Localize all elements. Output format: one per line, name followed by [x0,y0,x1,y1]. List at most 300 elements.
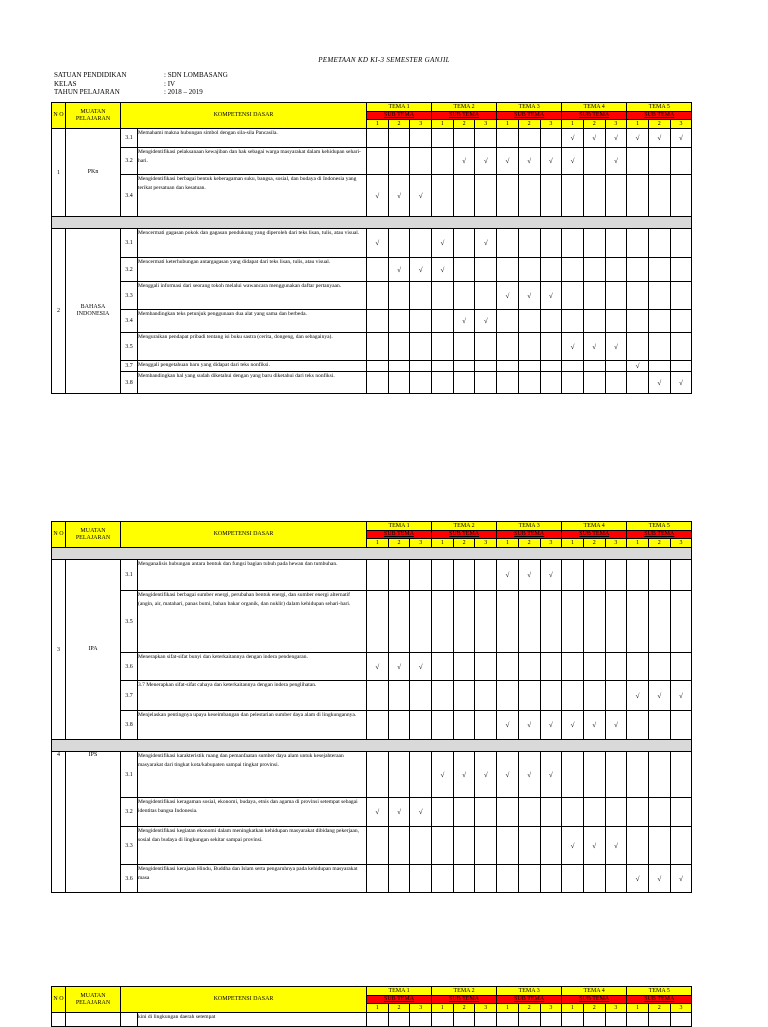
empty-cell [540,333,562,361]
empty-cell [388,372,410,394]
empty-cell [475,798,497,827]
empty-cell [583,361,605,372]
subtema-number: 1 [432,539,454,548]
empty-cell [540,827,562,865]
kd-mapping-table-3 [51,986,692,1027]
subtema-number: 1 [562,120,584,129]
empty-cell [562,681,584,711]
col-header-no: N O [52,103,66,129]
empty-cell [648,798,670,827]
meta-value: : 2018 – 2019 [164,88,203,97]
empty-cell [605,175,627,217]
empty-cell [583,798,605,827]
subtema-number: 1 [562,539,584,548]
kd-row [52,653,692,681]
empty-cell [627,653,649,681]
check-mark: √ [540,148,562,175]
check-mark: √ [627,129,649,148]
empty-cell [453,229,475,258]
kd-row [52,865,692,893]
subtema-number: 2 [518,539,540,548]
empty-cell [475,681,497,711]
kd-description: Mengidentifikasi kegiatan ekonomi dalam meningkatkan kehidupan masyarakat dibidang pekerjaan, sosial dan budaya di lingkungan sekitar sampai provinsi. [138,827,367,865]
check-mark: √ [562,148,584,175]
empty-cell [627,229,649,258]
empty-cell [648,711,670,740]
empty-cell [540,653,562,681]
check-mark: √ [388,175,410,217]
kd-code: 3.5 [121,591,138,653]
kd-row [52,681,692,711]
empty-cell [432,560,454,591]
check-mark: √ [583,129,605,148]
empty-cell [540,258,562,282]
empty-cell [475,711,497,740]
subtema-header: SUB TEMA [367,996,432,1004]
kd-code: 3.6 [121,865,138,893]
check-mark: √ [627,361,649,372]
meta-value: : IV [164,79,176,88]
empty-cell [367,129,389,148]
kd-row [52,827,692,865]
empty-cell [605,752,627,798]
empty-cell [367,282,389,310]
check-mark: √ [518,282,540,310]
kd-row [52,372,692,394]
empty-cell [583,1013,605,1027]
subtema-number: 3 [475,539,497,548]
empty-cell [670,560,692,591]
kd-description: Mencermati gagasan pokok dan gagasan pendukung yang diperoleh dari teks lisan, tulis, atau visual. [138,229,367,258]
col-header-kd: KOMPETENSI DASAR [121,103,367,129]
subtema-header: SUB TEMA [497,112,562,120]
empty-cell [583,282,605,310]
tema-header: TEMA 2 [432,103,497,112]
empty-cell [562,175,584,217]
kd-description: Mengidentifikasi berbagai sumber energi, perubahan bentuk energi, dan sumber energi alternatif (angin, air, matahari, panas bumi, bahan bakar organik, dan nuklir) dalam kehidupan sehari-hari. [138,591,367,653]
empty-cell [605,560,627,591]
meta-row-kelas [54,80,228,89]
empty-cell [410,560,432,591]
subtema-number: 3 [410,539,432,548]
empty-cell [583,560,605,591]
check-mark: √ [670,129,692,148]
empty-cell [518,361,540,372]
empty-cell [648,361,670,372]
empty-cell [605,282,627,310]
check-mark: √ [605,333,627,361]
kd-row [52,148,692,175]
kd-row [52,175,692,217]
check-mark: √ [410,798,432,827]
subtema-number: 2 [648,1004,670,1013]
kd-row [52,282,692,310]
subject-name: IPS [66,752,121,893]
empty-cell [475,865,497,893]
check-mark: √ [367,798,389,827]
check-mark: √ [497,752,519,798]
subtema-number: 2 [583,539,605,548]
subtema-number: 2 [583,1004,605,1013]
kd-row [52,129,692,148]
empty-cell [518,591,540,653]
empty-cell [627,827,649,865]
subtema-number: 3 [670,1004,692,1013]
empty-cell [367,258,389,282]
check-mark: √ [410,258,432,282]
empty-cell [518,1013,540,1027]
empty-cell [432,129,454,148]
subtema-header: SUB TEMA [627,531,692,539]
empty-cell [605,310,627,333]
check-mark: √ [518,711,540,740]
kd-code: 3.5 [121,333,138,361]
empty-cell [497,681,519,711]
empty-cell [388,1013,410,1027]
empty-cell [562,229,584,258]
empty-cell [497,229,519,258]
empty-cell [388,827,410,865]
empty-cell [367,148,389,175]
empty-cell [475,1013,497,1027]
kd-description: Menerapkan sifat-sifat bunyi dan keterkaitannya dengan indera pendengaran. [138,653,367,681]
empty-cell [670,333,692,361]
meta-value: : SDN LOMBASANG [164,71,228,79]
meta-label: SATUAN PENDIDIKAN [54,71,127,79]
kd-code: 3.1 [121,752,138,798]
empty-cell [432,372,454,394]
empty-cell [497,591,519,653]
empty-cell [583,681,605,711]
empty-cell [518,372,540,394]
check-mark: √ [410,175,432,217]
kd-description: Mengidentifikasi kerajaan Hindu, Buddha dan Islam serta pengaruhnya pada kehidupan masyarakat masa [138,865,367,893]
empty-cell [432,591,454,653]
empty-cell [518,310,540,333]
check-mark: √ [605,711,627,740]
empty-cell [475,258,497,282]
empty-cell [410,711,432,740]
empty-cell [583,148,605,175]
empty-cell [670,591,692,653]
subtema-header: SUB TEMA [562,112,627,120]
check-mark: √ [583,711,605,740]
check-mark: √ [670,372,692,394]
empty-cell [367,827,389,865]
col-header-kd: KOMPETENSI DASAR [121,987,367,1013]
empty-cell [388,129,410,148]
check-mark: √ [475,148,497,175]
empty-cell [670,653,692,681]
check-mark: √ [605,129,627,148]
empty-cell [605,653,627,681]
empty-cell [670,282,692,310]
check-mark: √ [367,653,389,681]
empty-cell [518,333,540,361]
kd-code: 3.2 [121,148,138,175]
empty-cell [367,711,389,740]
kd-description: Menggali informasi dari seorang tokoh melalui wawancara menggunakan daftar pertanyaan. [138,282,367,310]
subtema-number: 2 [518,1004,540,1013]
subtema-header: SUB TEMA [497,531,562,539]
kd-description: Menguraikan pendapat pribadi tentang isi buku sastra (cerita, dongeng, dan sebagainya). [138,333,367,361]
empty-cell [670,258,692,282]
check-mark: √ [518,752,540,798]
subtema-header: SUB TEMA [627,112,692,120]
subtema-number: 2 [518,120,540,129]
subtema-number: 2 [648,120,670,129]
empty-cell [497,798,519,827]
empty-cell [540,310,562,333]
empty-cell [453,681,475,711]
kd-code: 3.6 [121,653,138,681]
empty-cell [388,282,410,310]
meta-label: TAHUN PELAJARAN [54,88,120,97]
kd-code: 3.3 [121,827,138,865]
empty-cell [410,129,432,148]
empty-cell [475,653,497,681]
empty-cell [410,865,432,893]
empty-cell [648,258,670,282]
check-mark: √ [540,752,562,798]
check-mark: √ [367,229,389,258]
meta-row-tahun [54,88,228,97]
empty-cell [583,752,605,798]
kd-description: Mencermati keterhubungan antargagasan yang didapat dari teks lisan, tulis, atau visual. [138,258,367,282]
empty-cell [540,865,562,893]
empty-cell [410,282,432,310]
check-mark: √ [627,865,649,893]
empty-cell [367,560,389,591]
kd-row [52,711,692,740]
meta-label: KELAS [54,79,77,88]
empty-cell [497,175,519,217]
col-header-muatan: MUATAN PELAJARAN [66,987,121,1013]
kd-code [121,1013,138,1027]
check-mark: √ [648,865,670,893]
empty-cell [627,372,649,394]
empty-cell [627,258,649,282]
tema-header: TEMA 4 [562,522,627,531]
empty-cell [475,282,497,310]
empty-cell [518,865,540,893]
empty-cell [518,175,540,217]
empty-cell [388,711,410,740]
subtema-number: 1 [497,120,519,129]
empty-cell [518,681,540,711]
empty-cell [432,333,454,361]
empty-cell [605,258,627,282]
subtema-number: 3 [605,1004,627,1013]
empty-cell [670,798,692,827]
empty-cell [670,827,692,865]
empty-cell [475,129,497,148]
kd-description: Menganalisis hubungan antara bentuk dan fungsi bagian tubuh pada hewan dan tumbuhan. [138,560,367,591]
empty-cell [453,1013,475,1027]
subject-name: IPA [66,560,121,740]
empty-cell [410,681,432,711]
empty-cell [367,310,389,333]
empty-cell [583,310,605,333]
empty-cell [648,591,670,653]
empty-cell [670,711,692,740]
empty-cell [453,827,475,865]
subtema-number: 2 [453,120,475,129]
check-mark: √ [475,752,497,798]
row-number: 1 [52,129,66,217]
empty-cell [605,372,627,394]
tema-header: TEMA 1 [367,987,432,996]
subtema-number: 1 [627,120,649,129]
tema-header: TEMA 2 [432,522,497,531]
empty-cell [562,752,584,798]
empty-cell [367,865,389,893]
kd-description: Memahami makna hubungan simbol dengan sila-sila Pancasila. [138,129,367,148]
empty-cell [475,827,497,865]
empty-cell [432,175,454,217]
empty-cell [453,560,475,591]
subtema-header: SUB TEMA [562,531,627,539]
kd-description: Mengidentifikasi berbagai bentuk keberagaman suku, bangsa, sosial, dan budaya di Indonesia yang terikat persatuan dan kesatuan. [138,175,367,217]
subtema-number: 2 [388,539,410,548]
empty-cell [583,591,605,653]
empty-cell [388,148,410,175]
check-mark: √ [453,752,475,798]
empty-cell [497,361,519,372]
tema-header: TEMA 5 [627,987,692,996]
empty-cell [367,752,389,798]
kd-row [52,310,692,333]
empty-cell [432,711,454,740]
empty-cell [670,310,692,333]
kd-code: 3.7 [121,681,138,711]
row-number [52,1013,66,1027]
empty-cell [627,310,649,333]
kd-code: 3.4 [121,310,138,333]
kd-code: 3.1 [121,560,138,591]
empty-cell [540,361,562,372]
meta-row-satuan [54,71,228,80]
tema-header: TEMA 2 [432,987,497,996]
subtema-number: 3 [540,1004,562,1013]
empty-cell [648,560,670,591]
empty-cell [562,798,584,827]
kd-row [52,591,692,653]
empty-cell [453,372,475,394]
kd-row [52,229,692,258]
subtema-number: 3 [475,120,497,129]
section-separator [52,740,692,752]
kd-row [52,258,692,282]
subtema-header: SUB TEMA [432,531,497,539]
col-header-no: N O [52,522,66,548]
empty-cell [540,1013,562,1027]
kd-row [52,560,692,591]
empty-cell [583,258,605,282]
check-mark: √ [432,752,454,798]
empty-cell [453,711,475,740]
subtema-header: SUB TEMA [432,996,497,1004]
empty-cell [648,653,670,681]
empty-cell [432,282,454,310]
empty-cell [453,333,475,361]
subtema-number: 1 [367,120,389,129]
empty-cell [367,333,389,361]
empty-cell [627,175,649,217]
empty-cell [605,681,627,711]
empty-cell [388,865,410,893]
empty-cell [453,865,475,893]
subtema-number: 3 [605,120,627,129]
empty-cell [410,361,432,372]
subject-name: PKn [66,129,121,217]
empty-cell [388,560,410,591]
subtema-header: SUB TEMA [367,112,432,120]
kd-row [52,333,692,361]
empty-cell [562,560,584,591]
empty-cell [475,333,497,361]
subtema-number: 1 [367,539,389,548]
check-mark: √ [410,653,432,681]
empty-cell [410,827,432,865]
empty-cell [518,229,540,258]
empty-cell [453,129,475,148]
empty-cell [627,591,649,653]
col-header-muatan: MUATAN PELAJARAN [66,103,121,129]
subtema-number: 3 [670,120,692,129]
empty-cell [367,681,389,711]
empty-cell [497,827,519,865]
check-mark: √ [518,560,540,591]
check-mark: √ [432,258,454,282]
tema-header: TEMA 1 [367,522,432,531]
empty-cell [627,752,649,798]
kd-description: Membandingkan teks petunjuk penggunaan dua alat yang sama dan berbeda. [138,310,367,333]
empty-cell [648,282,670,310]
empty-cell [432,798,454,827]
subtema-header: SUB TEMA [432,112,497,120]
tema-header: TEMA 3 [497,522,562,531]
empty-cell [432,1013,454,1027]
empty-cell [388,310,410,333]
kd-description: Menggali pengetahuan baru yang didapat dari teks nonfiksi. [138,361,367,372]
kd-row [52,752,692,798]
tema-header: TEMA 3 [497,987,562,996]
empty-cell [670,175,692,217]
empty-cell [432,148,454,175]
empty-cell [670,229,692,258]
empty-cell [627,711,649,740]
kd-code: 3.7 [121,361,138,372]
empty-cell [367,361,389,372]
empty-cell [627,282,649,310]
empty-cell [475,560,497,591]
kd-code: 3.3 [121,282,138,310]
empty-cell [410,1013,432,1027]
empty-cell [475,361,497,372]
subtema-number: 2 [583,120,605,129]
empty-cell [605,361,627,372]
empty-cell [648,310,670,333]
empty-cell [367,1013,389,1027]
empty-cell [648,229,670,258]
empty-cell [453,175,475,217]
empty-cell [562,653,584,681]
check-mark: √ [648,129,670,148]
empty-cell [388,229,410,258]
empty-cell [627,798,649,827]
empty-cell [540,798,562,827]
